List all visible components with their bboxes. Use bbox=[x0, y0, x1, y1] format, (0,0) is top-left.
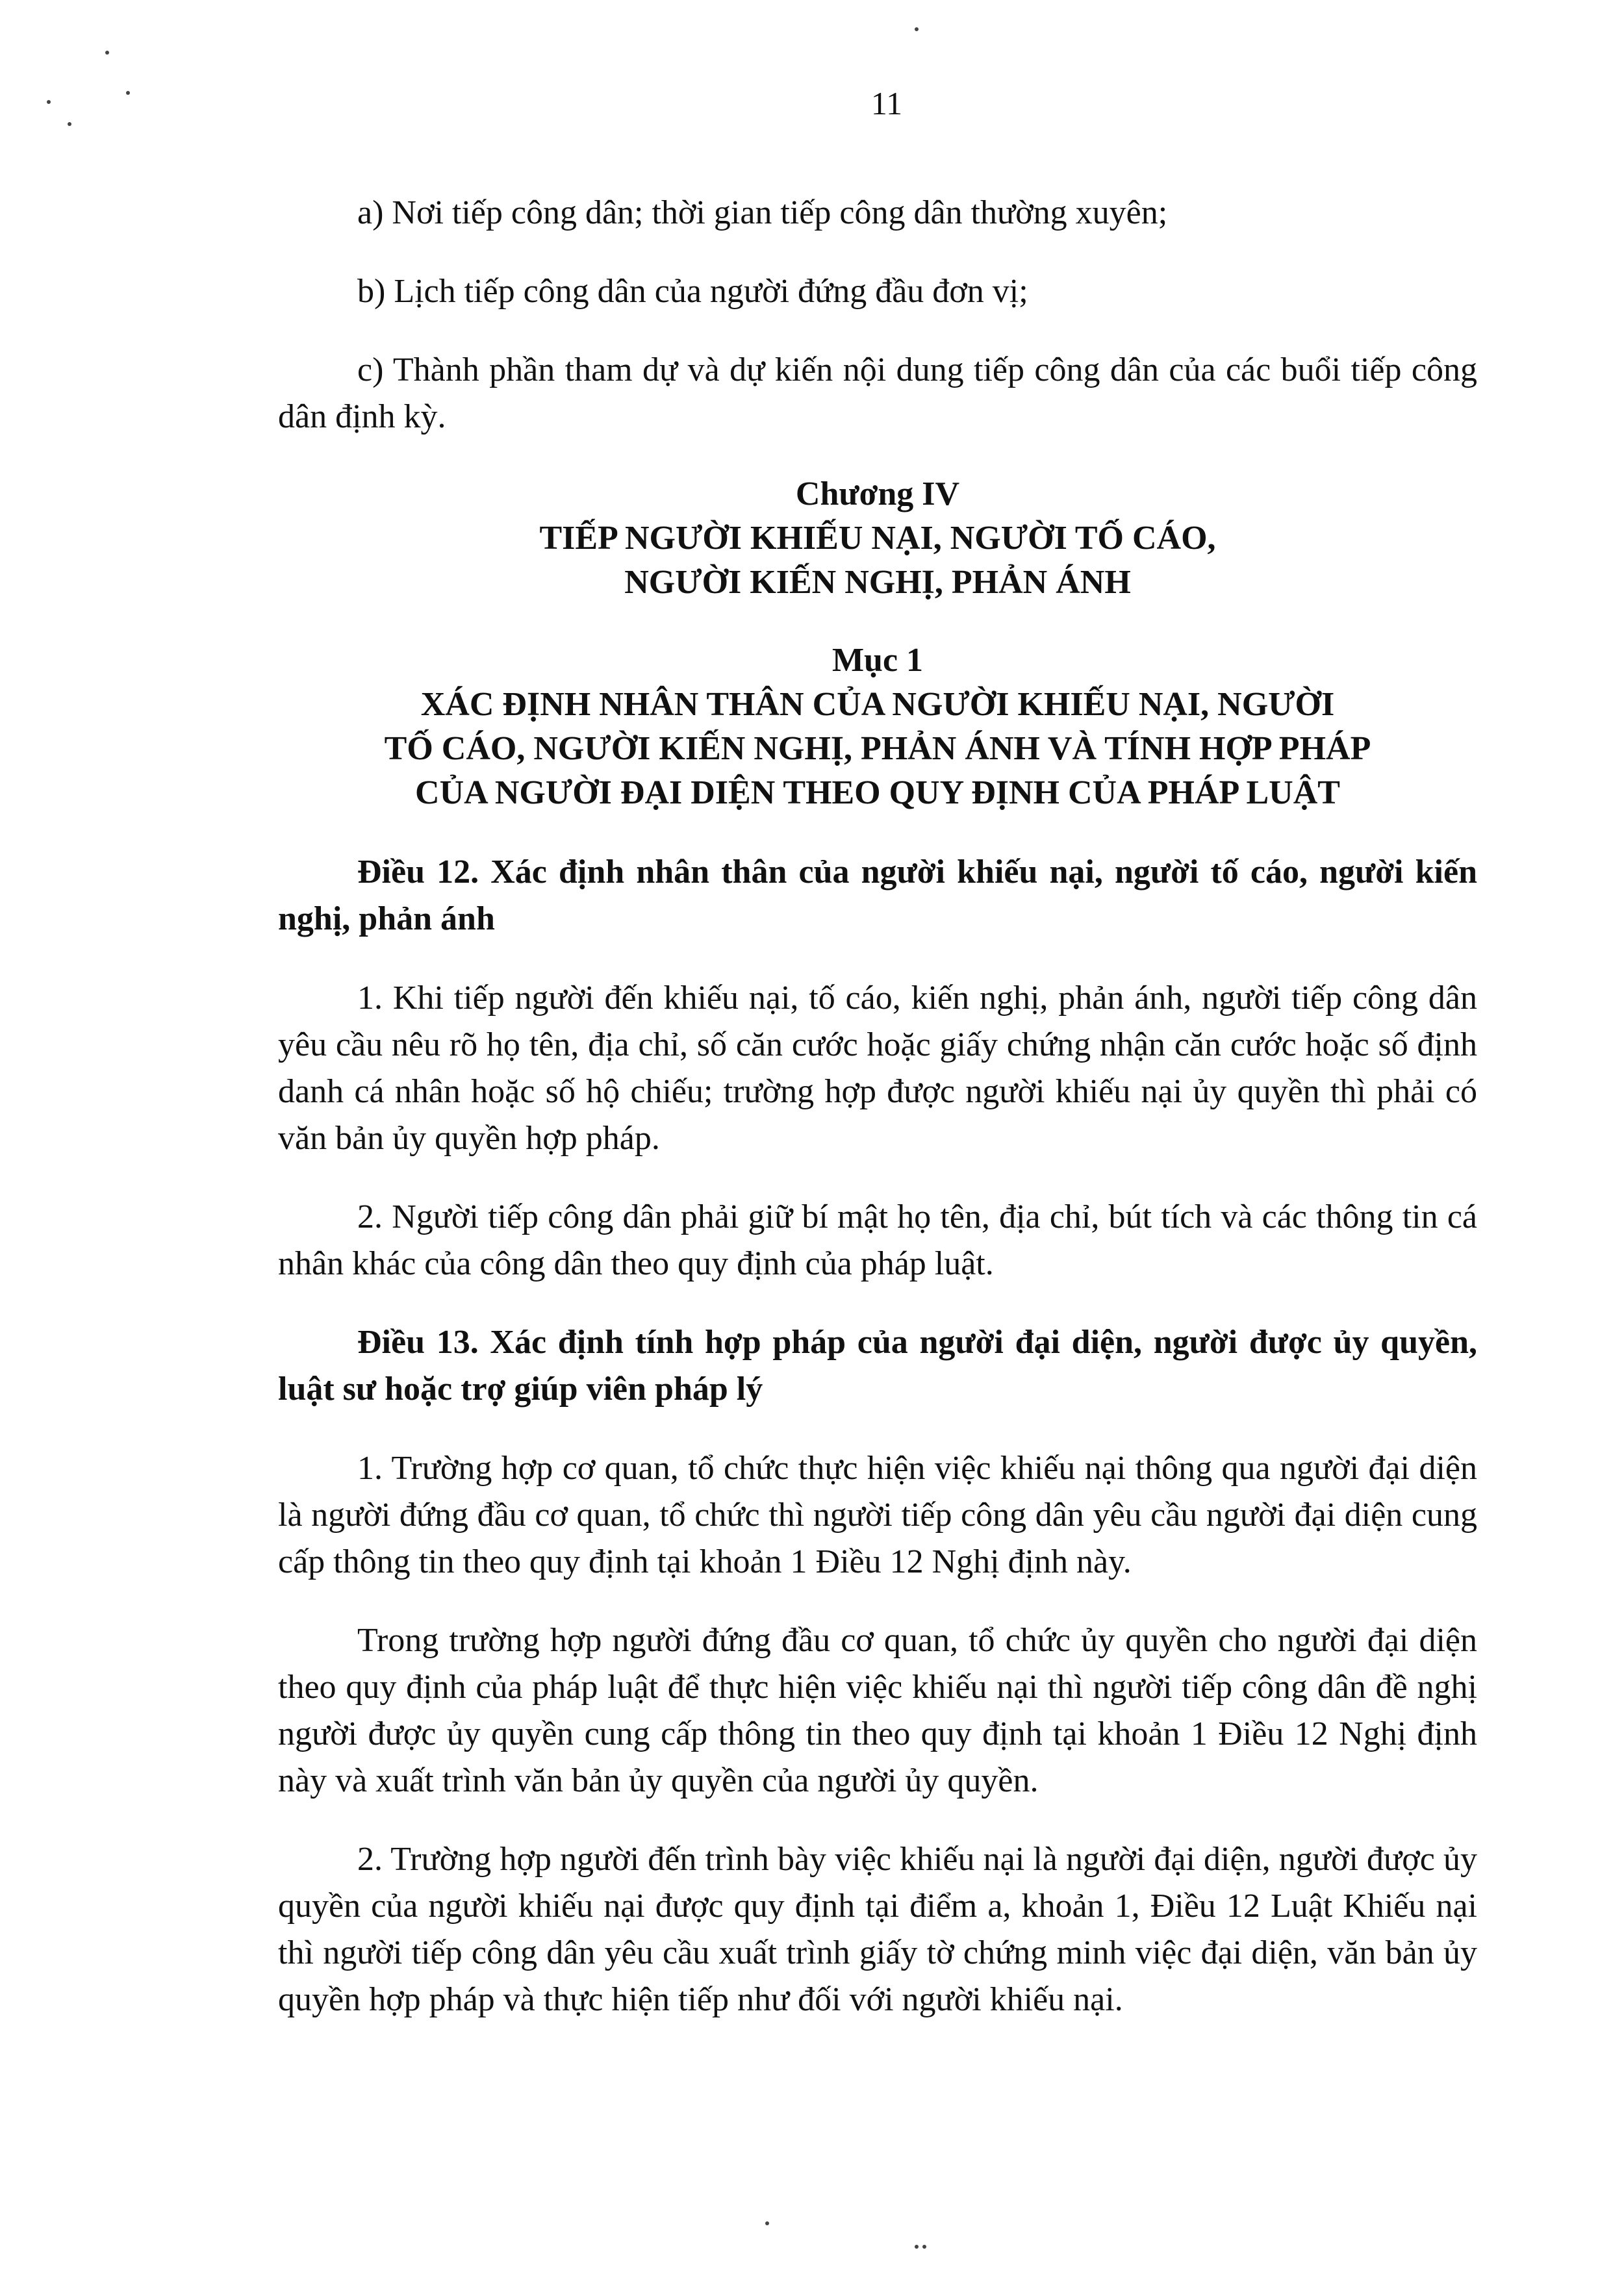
scan-speck bbox=[126, 91, 130, 95]
section-title-line-2: TỐ CÁO, NGƯỜI KIẾN NGHỊ, PHẢN ÁNH VÀ TÍNH HỢP PHÁP bbox=[384, 730, 1371, 767]
list-item-c: c) Thành phần tham dự và dự kiến nội dung tiếp công dân của các buổi tiếp công dân định kỳ. bbox=[278, 351, 1477, 435]
scan-speck bbox=[922, 2245, 926, 2249]
section-heading bbox=[278, 638, 1477, 815]
page-number: 11 bbox=[870, 85, 903, 121]
chapter-title-line-2: NGƯỜI KIẾN NGHỊ, PHẢN ÁNH bbox=[624, 564, 1131, 601]
article-12-heading: Điều 12. Xác định nhân thân của người khiếu nại, người tố cáo, người kiến nghị, phản ánh bbox=[278, 853, 1477, 937]
article-13-clause-1: 1. Trường hợp cơ quan, tổ chức thực hiện việc khiếu nại thông qua người đại diện là người đứng đầu cơ quan, tổ chức thì người tiếp công dân yêu cầu người đại diện cung cấp thông tin theo quy định tại khoản 1 Điều 12 Nghị định này. bbox=[278, 1450, 1477, 1580]
chapter-heading bbox=[278, 472, 1477, 605]
chapter-title-line-1: TIẾP NGƯỜI KHIẾU NẠI, NGƯỜI TỐ CÁO, bbox=[539, 520, 1216, 557]
list-item-a: a) Nơi tiếp công dân; thời gian tiếp công dân thường xuyên; bbox=[357, 194, 1168, 231]
section-title-line-3: CỦA NGƯỜI ĐẠI DIỆN THEO QUY ĐỊNH CỦA PHÁP LUẬT bbox=[415, 774, 1340, 811]
scan-speck bbox=[915, 2245, 919, 2249]
scan-speck bbox=[765, 2221, 769, 2225]
article-13-heading: Điều 13. Xác định tính hợp pháp của người đại diện, người được ủy quyền, luật sư hoặc trợ giúp viên pháp lý bbox=[278, 1324, 1477, 1408]
article-12-clause-2: 2. Người tiếp công dân phải giữ bí mật họ tên, địa chỉ, bút tích và các thông tin cá nhân khác của công dân theo quy định của pháp luật. bbox=[278, 1198, 1477, 1282]
document-body bbox=[278, 190, 1477, 2055]
scan-speck bbox=[105, 51, 109, 55]
section-label: Mục 1 bbox=[831, 642, 924, 679]
scan-speck bbox=[68, 122, 71, 126]
scan-speck bbox=[915, 27, 919, 31]
article-13-clause-2: 2. Trường hợp người đến trình bày việc khiếu nại là người đại diện, người được ủy quyền của người khiếu nại được quy định tại điểm a, khoản 1, Điều 12 Luật Khiếu nại thì người tiếp công dân yêu cầu xuất trình giấy tờ chứng minh việc đại diện, văn bản ủy quyền hợp pháp và thực hiện tiếp như đối với người khiếu nại. bbox=[278, 1841, 1477, 2018]
list-item-b: b) Lịch tiếp công dân của người đứng đầu đơn vị; bbox=[357, 273, 1028, 310]
article-12-clause-1: 1. Khi tiếp người đến khiếu nại, tố cáo, kiến nghị, phản ánh, người tiếp công dân yêu cầu nêu rõ họ tên, địa chỉ, số căn cước hoặc giấy chứng nhận căn cước hoặc số định danh cá nhân hoặc số hộ chiếu; trường hợp được người khiếu nại ủy quyền thì phải có văn bản ủy quyền hợp pháp. bbox=[278, 979, 1477, 1157]
scan-speck bbox=[47, 100, 51, 104]
chapter-label: Chương IV bbox=[795, 475, 960, 512]
section-title-line-1: XÁC ĐỊNH NHÂN THÂN CỦA NGƯỜI KHIẾU NẠI, NGƯỜI bbox=[420, 686, 1335, 723]
article-13-clause-1-continued: Trong trường hợp người đứng đầu cơ quan, tổ chức ủy quyền cho người đại diện theo quy định của pháp luật để thực hiện việc khiếu nại thì người tiếp công dân đề nghị người được ủy quyền cung cấp thông tin theo quy định tại khoản 1 Điều 12 Nghị định này và xuất trình văn bản ủy quyền của người ủy quyền. bbox=[278, 1622, 1477, 1799]
